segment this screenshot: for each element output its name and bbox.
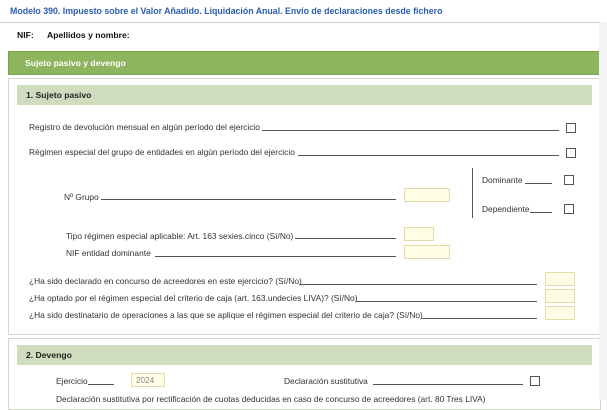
regimen-grupo-label: Régimen especial del grupo de entidades en algún período del ejercicio xyxy=(29,147,295,157)
section-title: Sujeto pasivo y devengo xyxy=(25,58,126,68)
nif-label: NIF: xyxy=(17,30,34,40)
criterio-caja-input[interactable] xyxy=(545,289,575,303)
ejercicio-label: Ejercicio xyxy=(56,376,88,386)
devolucion-mensual-label: Registro de devolución mensual en algún período del ejercicio xyxy=(29,122,260,132)
leader-line xyxy=(295,238,396,239)
concurso-label: ¿Ha sido declarado en concurso de acreedores en este ejercicio? (Sí/No) xyxy=(29,276,302,286)
rectificacion-label: Declaración sustitutiva por rectificación de cuotas deducidas en caso de concurso de acreedores (art. 80 Tres LIVA) xyxy=(56,394,486,404)
dominante-label: Dominante xyxy=(482,175,523,185)
regimen-grupo-checkbox[interactable] xyxy=(566,148,576,158)
leader-line xyxy=(525,183,552,184)
leader-line xyxy=(298,155,559,156)
nif-dominante-label: NIF entidad dominante xyxy=(66,248,151,258)
criterio-caja-label: ¿Ha optado por el régimen especial del criterio de caja (art. 163.undecies LIVA)? (Sí/No) xyxy=(29,293,358,303)
n-grupo-label: Nº Grupo xyxy=(64,192,99,202)
nif-dominante-input[interactable] xyxy=(404,245,450,259)
leader-line xyxy=(530,212,552,213)
n-grupo-input[interactable] xyxy=(404,188,450,202)
section-header-sujeto-devengo[interactable] xyxy=(8,51,601,75)
dominante-checkbox[interactable] xyxy=(564,175,574,185)
sustitutiva-checkbox[interactable] xyxy=(530,376,540,386)
dependiente-checkbox[interactable] xyxy=(564,204,574,214)
sustitutiva-label: Declaración sustitutiva xyxy=(284,376,368,386)
leader-line xyxy=(356,301,537,302)
devolucion-mensual-checkbox[interactable] xyxy=(566,123,576,133)
panel-header-devengo xyxy=(17,345,592,365)
divider-line xyxy=(472,168,473,218)
scroll-gutter xyxy=(599,22,607,400)
concurso-input[interactable] xyxy=(545,272,575,286)
panel-heading: 1. Sujeto pasivo xyxy=(26,90,92,100)
destinatario-caja-input[interactable] xyxy=(545,306,575,320)
leader-line xyxy=(262,130,559,131)
panel-header-sujeto-pasivo xyxy=(17,85,592,105)
leader-line xyxy=(299,284,537,285)
name-label: Apellidos y nombre: xyxy=(47,30,130,40)
leader-line xyxy=(88,384,114,385)
ejercicio-input[interactable]: 2024 xyxy=(131,373,165,387)
leader-line xyxy=(101,199,396,200)
tipo-regimen-input[interactable] xyxy=(404,227,434,241)
destinatario-caja-label: ¿Ha sido destinatario de operaciones a las que se aplique el régimen especial del criterio de caja? (Sí/No) xyxy=(29,310,423,320)
tipo-regimen-label: Tipo régimen especial aplicable: Art. 163 sexies.cinco (Sí/No) xyxy=(66,231,294,241)
leader-line xyxy=(373,384,523,385)
panel-heading: 2. Devengo xyxy=(26,350,72,360)
dependiente-label: Dependiente xyxy=(482,204,530,214)
leader-line xyxy=(155,256,396,257)
page-title: Modelo 390. Impuesto sobre el Valor Añadido. Liquidación Anual. Envío de declaraciones desde fichero xyxy=(10,6,443,16)
leader-line xyxy=(422,318,537,319)
